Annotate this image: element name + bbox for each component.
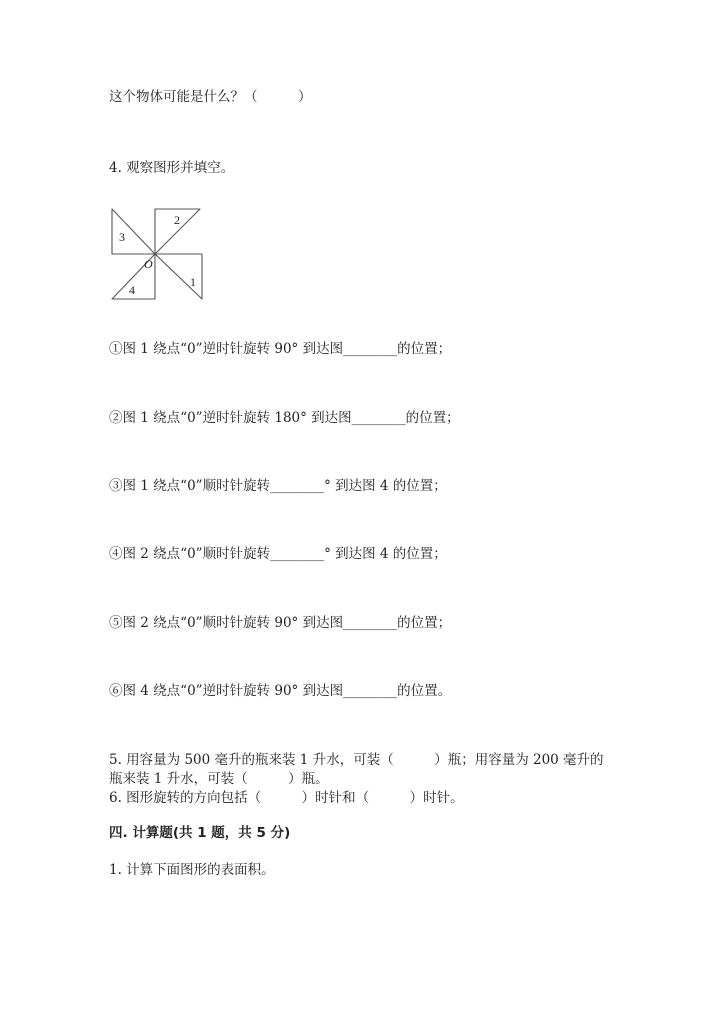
section-heading: 四. 计算题(共 1 题，共 5 分) xyxy=(109,825,291,841)
question-4-part-4: ④图 2 绕点“0”顺时针旋转________° 到达图 4 的位置； xyxy=(109,546,447,562)
question-5-line-1: 5. 用容量为 500 毫升的瓶来装 1 升水，可装（ ）瓶；用容量为 200 毫升的 xyxy=(109,752,604,768)
calc-question-1: 1. 计算下面图形的表面积。 xyxy=(109,862,275,878)
question-4-part-6: ⑥图 4 绕点“0”逆时针旋转 90° 到达图________的位置。 xyxy=(109,683,452,699)
triangle-label-1: 1 xyxy=(190,275,196,289)
question-text-object: 这个物体可能是什么？（ ） xyxy=(109,89,312,105)
pinwheel-figure xyxy=(105,204,215,304)
question-4-part-5: ⑤图 2 绕点“0”顺时针旋转 90° 到达图________的位置； xyxy=(109,615,452,631)
question-4-part-2: ②图 1 绕点“0”逆时针旋转 180° 到达图________的位置； xyxy=(109,410,460,426)
triangle-label-4: 4 xyxy=(129,283,135,297)
triangle-label-2: 2 xyxy=(174,213,180,227)
center-point-label: O xyxy=(144,257,153,271)
question-4-part-1: ①图 1 绕点“0”逆时针旋转 90° 到达图________的位置； xyxy=(109,341,452,357)
question-5-line-2: 瓶来装 1 升水，可装（ ）瓶。 xyxy=(109,771,329,787)
question-6: 6. 图形旋转的方向包括（ ）时针和（ ）时针。 xyxy=(109,790,464,806)
question-4-part-3: ③图 1 绕点“0”顺时针旋转________° 到达图 4 的位置； xyxy=(109,478,447,494)
triangle-label-3: 3 xyxy=(119,230,125,244)
question-4-title: 4. 观察图形并填空。 xyxy=(109,160,235,176)
